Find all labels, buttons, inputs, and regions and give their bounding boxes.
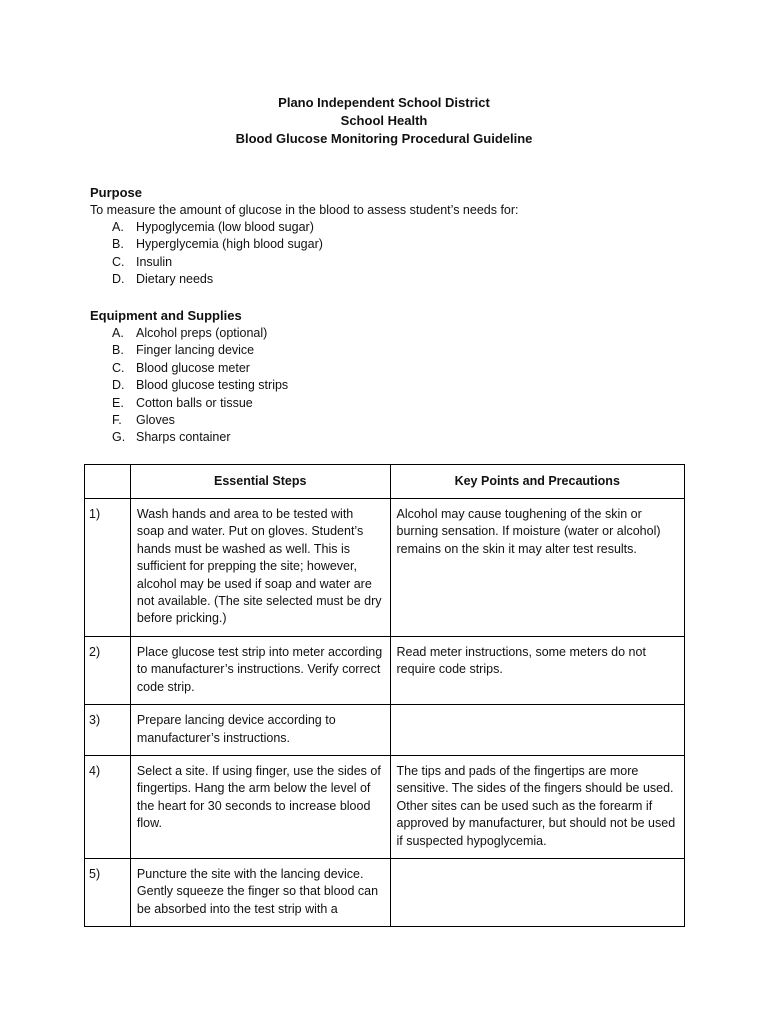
step-number-cell (85, 756, 131, 859)
list-item: C. Insulin (112, 254, 173, 269)
step-cell (130, 637, 390, 705)
step-text: Place glucose test strip into meter according to manufacturer’s instructions. Verify correct code strip. (136, 645, 383, 694)
list-item: A. Hypoglycemia (low blood sugar) (112, 220, 314, 234)
step-number-cell (85, 859, 131, 927)
document-header (0, 94, 768, 148)
step-text: Select a site. If using finger, use the sides of fingertips. Hang the arm below the level of the heart for 30 seconds to increase blood flow. (136, 764, 381, 831)
list-item: C. Blood glucose meter (112, 360, 250, 375)
list-item: G. Sharps container (112, 430, 231, 445)
purpose-intro: To measure the amount of glucose in the blood to assess student’s needs for: (90, 203, 519, 217)
table-row (85, 756, 685, 859)
key-point-cell (390, 756, 685, 859)
key-point-cell (390, 859, 685, 927)
step-cell (130, 499, 390, 637)
list-item: B. Finger lancing device (112, 343, 255, 358)
purpose-heading: Purpose (90, 185, 143, 200)
equipment-list (112, 325, 288, 447)
step-number-cell (85, 637, 131, 705)
table-row (85, 499, 685, 637)
step-number: 1) (89, 507, 101, 521)
step-number-cell (85, 499, 131, 637)
list-item: D. Dietary needs (112, 272, 214, 287)
table-row (85, 705, 685, 756)
step-cell (130, 859, 390, 927)
key-point-cell (390, 499, 685, 637)
step-number-cell (85, 705, 131, 756)
document-title: Blood Glucose Monitoring Procedural Guideline (235, 131, 533, 146)
step-number: 3) (89, 713, 101, 728)
list-item: A. Alcohol preps (optional) (112, 326, 268, 340)
step-text: Puncture the site with the lancing device. Gently squeeze the finger so that blood can be absorbed into the test strip with a (136, 867, 379, 916)
table-row (85, 859, 685, 927)
step-text: Prepare lancing device according to manufacturer’s instructions. (136, 713, 336, 745)
key-point-text: Alcohol may cause toughening of the skin or burning sensation. If moisture (water or alcohol) remains on the skin it may alter test results. (396, 507, 661, 556)
step-number: 2) (89, 645, 101, 659)
key-point-cell (390, 705, 685, 756)
list-item: B. Hyperglycemia (high blood sugar) (112, 237, 323, 252)
table-header-steps: Essential Steps (130, 465, 390, 499)
purpose-list (112, 219, 323, 289)
table-row (85, 637, 685, 705)
key-point-text (391, 859, 685, 874)
step-number: 4) (89, 764, 101, 779)
key-point-text: Read meter instructions, some meters do not require code strips. (396, 645, 646, 677)
equipment-heading: Equipment and Supplies (90, 308, 242, 323)
key-point-text: The tips and pads of the fingertips are more sensitive. The sides of the fingers should be used. Other sites can be used such as the forearm if approved by manufacturer, but should not be used if suspected hypoglycemia. (396, 764, 676, 848)
department-name: School Health (340, 113, 428, 128)
list-item: D. Blood glucose testing strips (112, 378, 289, 393)
table-header-row (85, 465, 685, 499)
district-name: Plano Independent School District (278, 95, 490, 110)
step-text: Wash hands and area to be tested with soap and water. Put on gloves. Student’s hands must be washed as well. This is sufficient for prepping the site; however, alcohol may be used if soap and water are not available. (The site selected must be dry before pricking.) (136, 507, 382, 626)
list-item: F. Gloves (112, 413, 175, 428)
table-header-number (85, 465, 131, 499)
procedure-table (84, 464, 685, 927)
key-point-text (391, 705, 685, 720)
step-cell (130, 756, 390, 859)
list-item: E. Cotton balls or tissue (112, 395, 253, 410)
step-number: 5) (89, 867, 101, 882)
key-point-cell (390, 637, 685, 705)
table-header-key-points: Key Points and Precautions (390, 465, 685, 499)
step-cell (130, 705, 390, 756)
